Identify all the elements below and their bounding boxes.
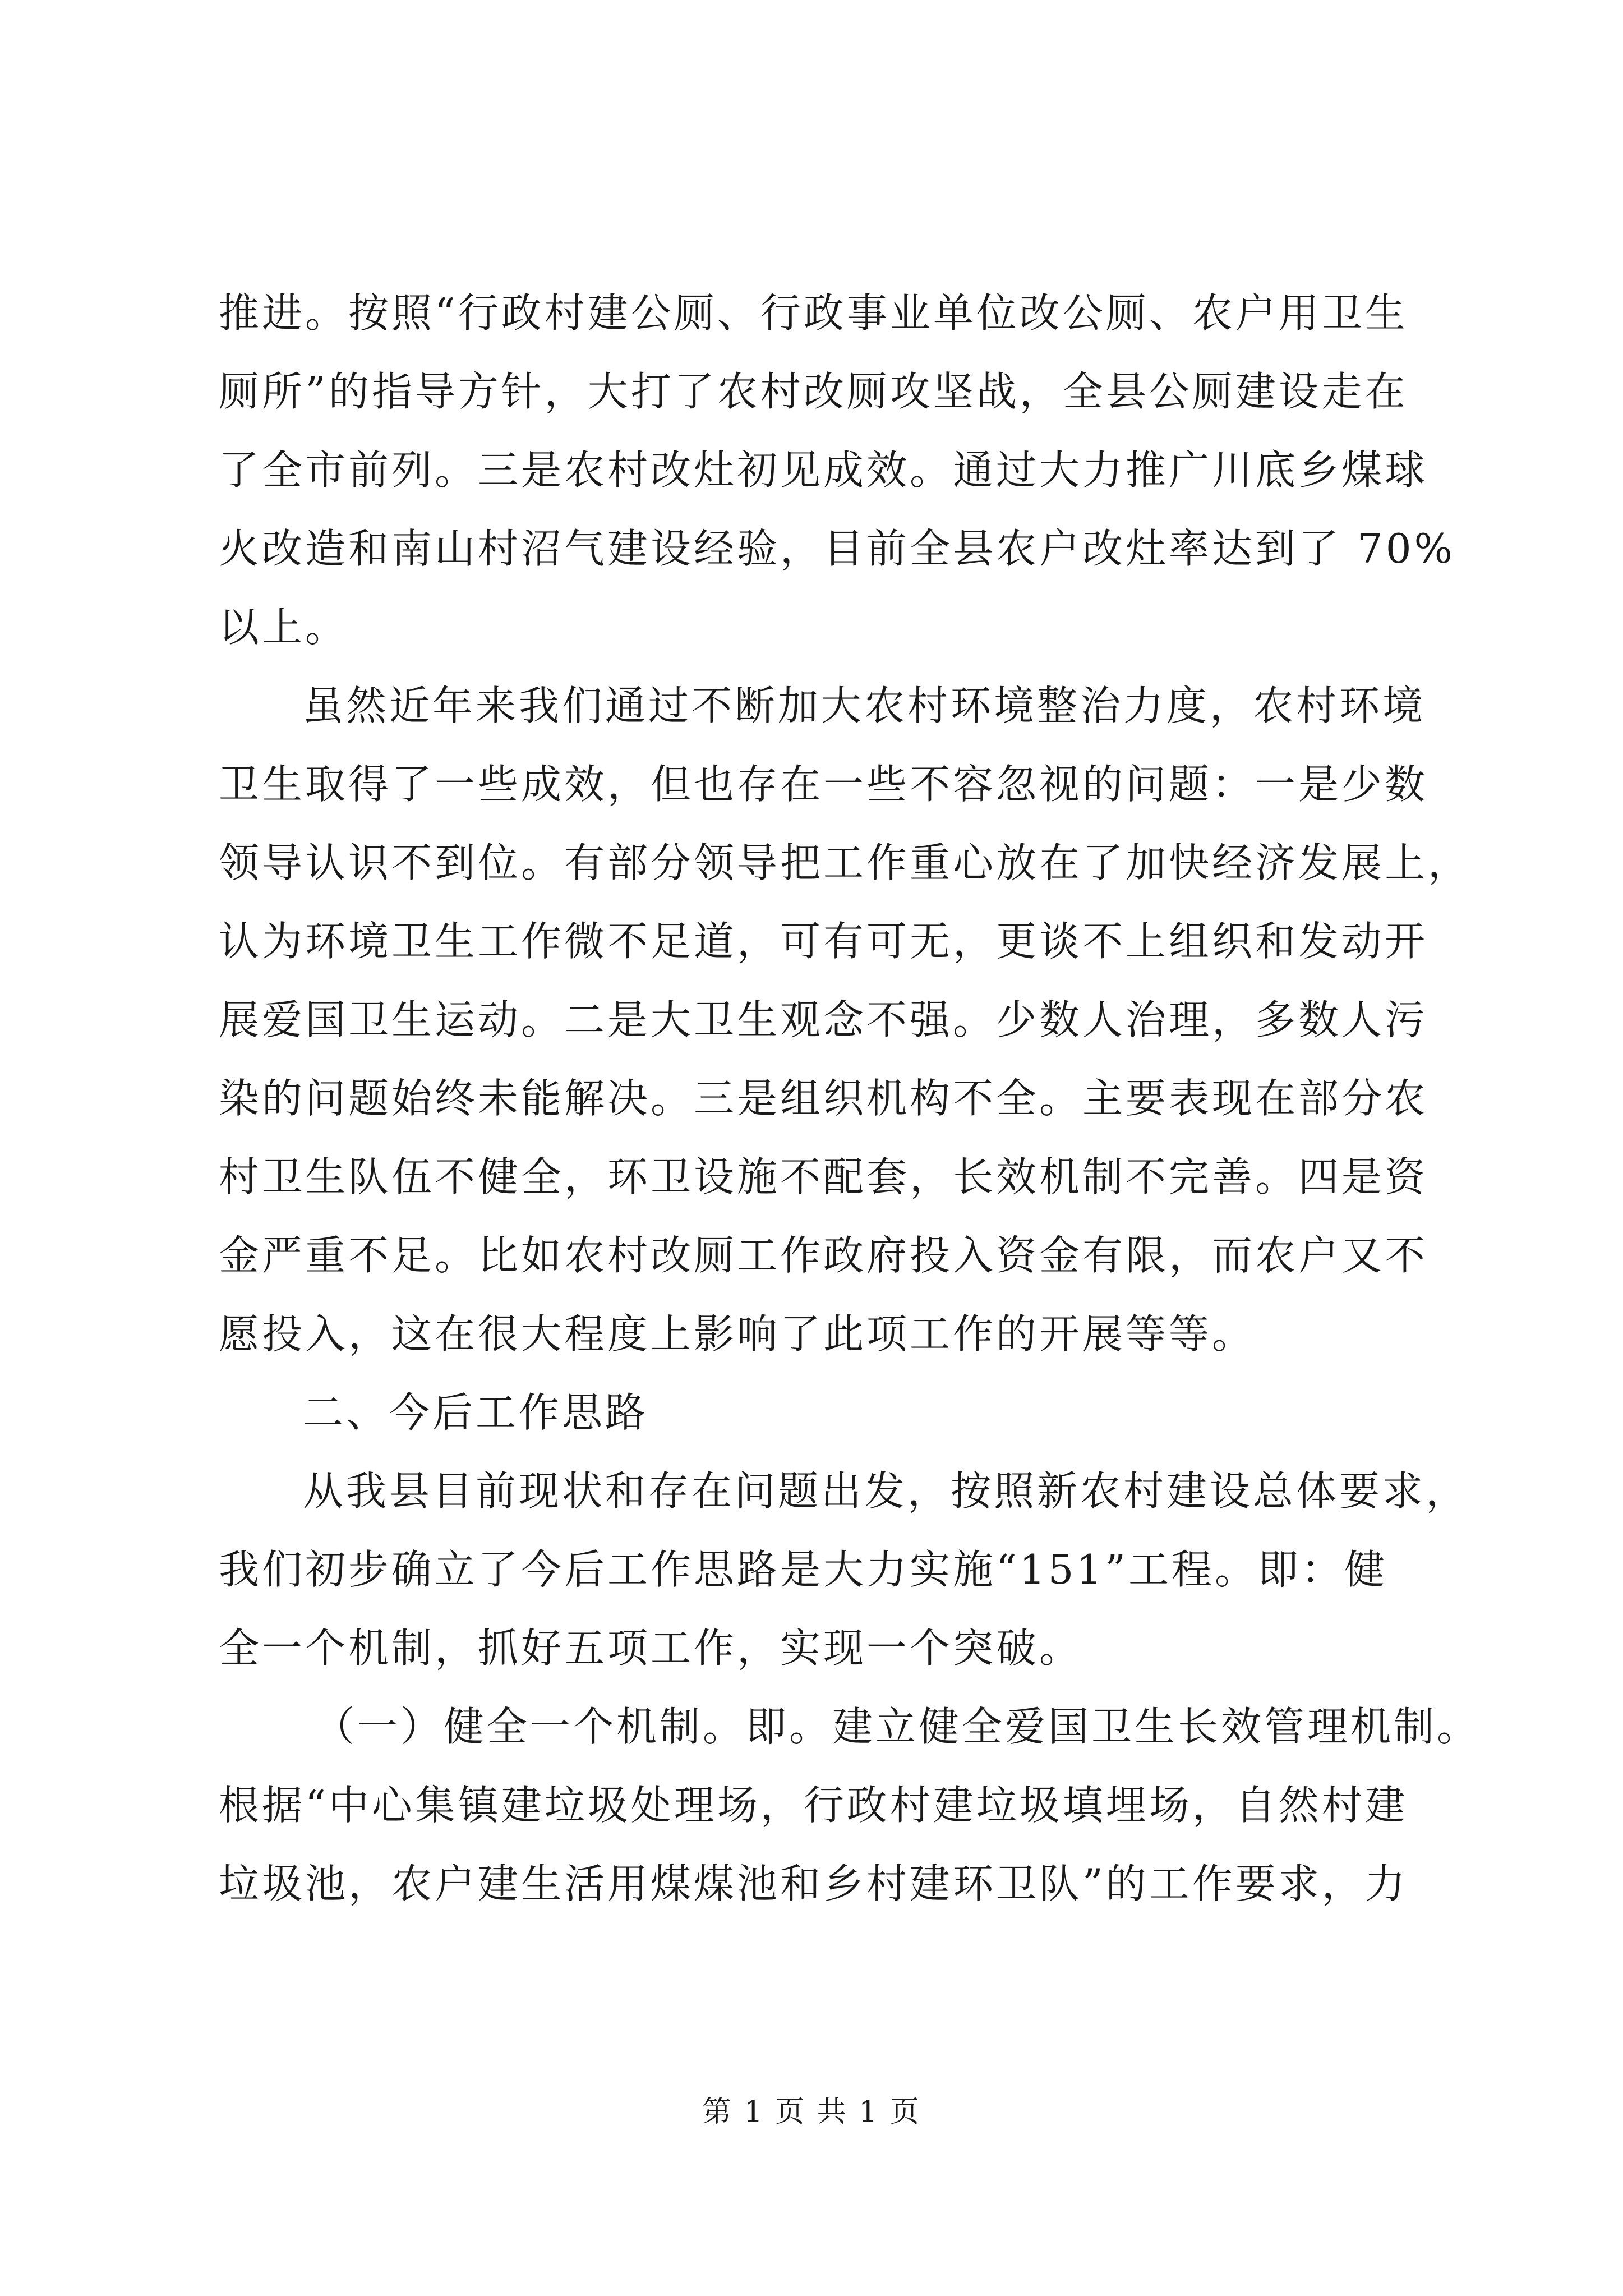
text-line: 了全市前列。三是农村改灶初见成效。通过大力推广川底乡煤球 <box>219 447 1428 494</box>
text-line: 厕所”的指导方针，大打了农村改厕攻坚战，全县公厕建设走在 <box>219 368 1408 415</box>
text-line: 全一个机制，抓好五项工作，实现一个突破。 <box>219 1625 1083 1672</box>
section-heading: 二、今后工作思路 <box>303 1389 649 1436</box>
paragraph-start-line: 虽然近年来我们通过不断加大农村环境整治力度，农村环境 <box>303 682 1426 729</box>
text-line: 染的问题始终未能解决。三是组织机构不全。主要表现在部分农 <box>219 1075 1428 1122</box>
page-number-label: 第 1 页 共 1 页 <box>702 2095 921 2129</box>
text-line: 村卫生队伍不健全，环卫设施不配套，长效机制不完善。四是资 <box>219 1153 1428 1200</box>
text-line: 金严重不足。比如农村改厕工作政府投入资金有限，而农户又不 <box>219 1232 1428 1279</box>
text-line: 展爱国卫生运动。二是大卫生观念不强。少数人治理，多数人污 <box>219 996 1428 1043</box>
text-line: 以上。 <box>219 604 349 651</box>
text-line: 卫生取得了一些成效，但也存在一些不容忽视的问题：一是少数 <box>219 761 1428 808</box>
text-line: 我们初步确立了今后工作思路是大力实施“151”工程。即：健 <box>219 1546 1388 1593</box>
text-line: 领导认识不到位。有部分领导把工作重心放在了加快经济发展上， <box>219 839 1472 886</box>
document-body <box>219 274 1481 1923</box>
text-line: 火改造和南山村沼气建设经验，目前全县农户改灶率达到了 70% <box>219 525 1455 572</box>
subsection-start-line: （一）健全一个机制。即。建立健全爱国卫生长效管理机制。 <box>314 1703 1481 1750</box>
text-line: 认为环境卫生工作微不足道，可有可无，更谈不上组织和发动开 <box>219 918 1428 965</box>
page-footer <box>0 2092 1623 2132</box>
text-line: 根据“中心集镇建垃圾处理场，行政村建垃圾填埋场，自然村建 <box>219 1782 1408 1829</box>
text-line: 推进。按照“行政村建公厕、行政事业单位改公厕、农户用卫生 <box>219 289 1408 337</box>
text-line: 垃圾池，农户建生活用煤煤池和乡村建环卫队”的工作要求，力 <box>219 1860 1408 1907</box>
text-line: 愿投入，这在很大程度上影响了此项工作的开展等等。 <box>219 1310 1256 1358</box>
paragraph-start-line: 从我县目前现状和存在问题出发，按照新农村建设总体要求， <box>303 1467 1469 1515</box>
